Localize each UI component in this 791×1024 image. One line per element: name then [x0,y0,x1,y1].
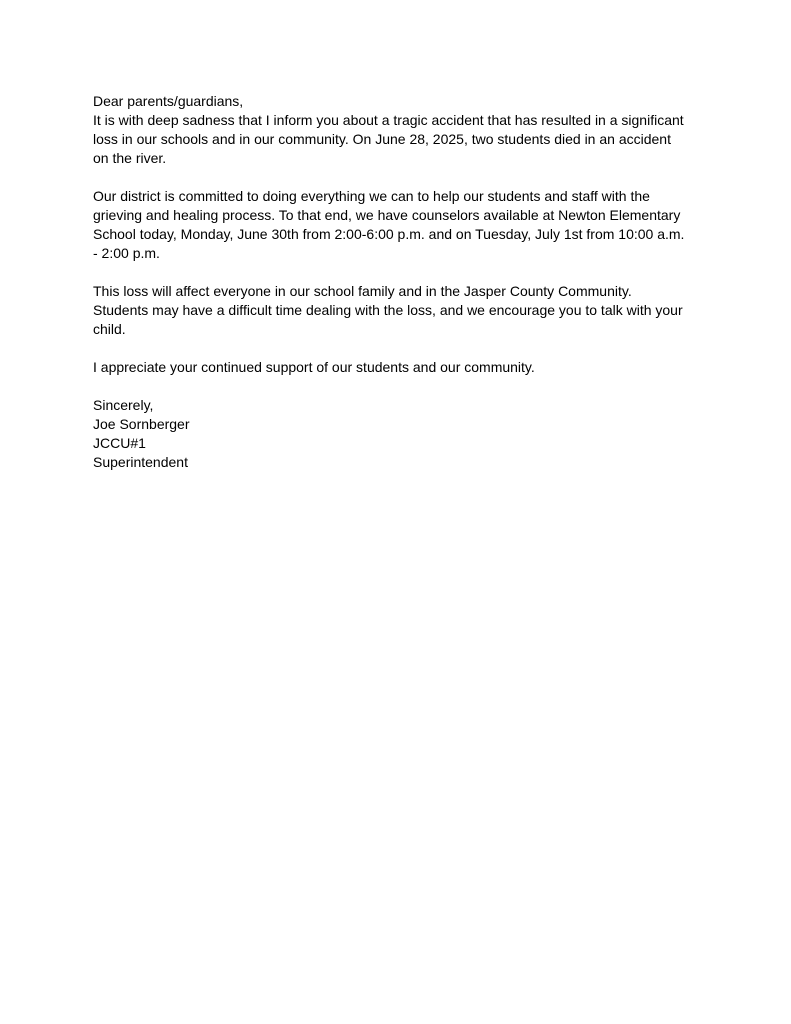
paragraph-line: School today, Monday, June 30th from 2:00-6:00 p.m. and on Tuesday, July 1st from 10:00 a.m. [93,226,685,242]
paragraph-line: - 2:00 p.m. [93,245,160,261]
paragraph-counselors [93,187,705,263]
signature-name: Joe Sornberger [93,416,190,432]
paragraph-line: loss in our schools and in our community. On June 28, 2025, two students died in an accident [93,131,671,147]
paragraph-appreciation [93,358,705,377]
paragraph-line: grieving and healing process. To that end, we have counselors available at Newton Elementary [93,207,681,223]
paragraph-line: on the river. [93,150,167,166]
paragraph-accident [93,111,705,168]
signature-organization: JCCU#1 [93,435,146,451]
paragraph-community [93,282,705,339]
letter-body [93,92,705,472]
salutation: Dear parents/guardians, [93,93,244,109]
paragraph-line: Students may have a difficult time dealing with the loss, and we encourage you to talk with your [93,302,683,318]
paragraph-line: child. [93,321,126,337]
paragraph-line: It is with deep sadness that I inform you about a tragic accident that has resulted in a significant [93,112,684,128]
signature-block [93,415,705,472]
paragraph-line: I appreciate your continued support of our students and our community. [93,359,535,375]
closing: Sincerely, [93,397,154,413]
paragraph-line: Our district is committed to doing everything we can to help our students and staff with the [93,188,650,204]
paragraph-line: This loss will affect everyone in our school family and in the Jasper County Community. [93,283,632,299]
signature-title: Superintendent [93,454,188,470]
